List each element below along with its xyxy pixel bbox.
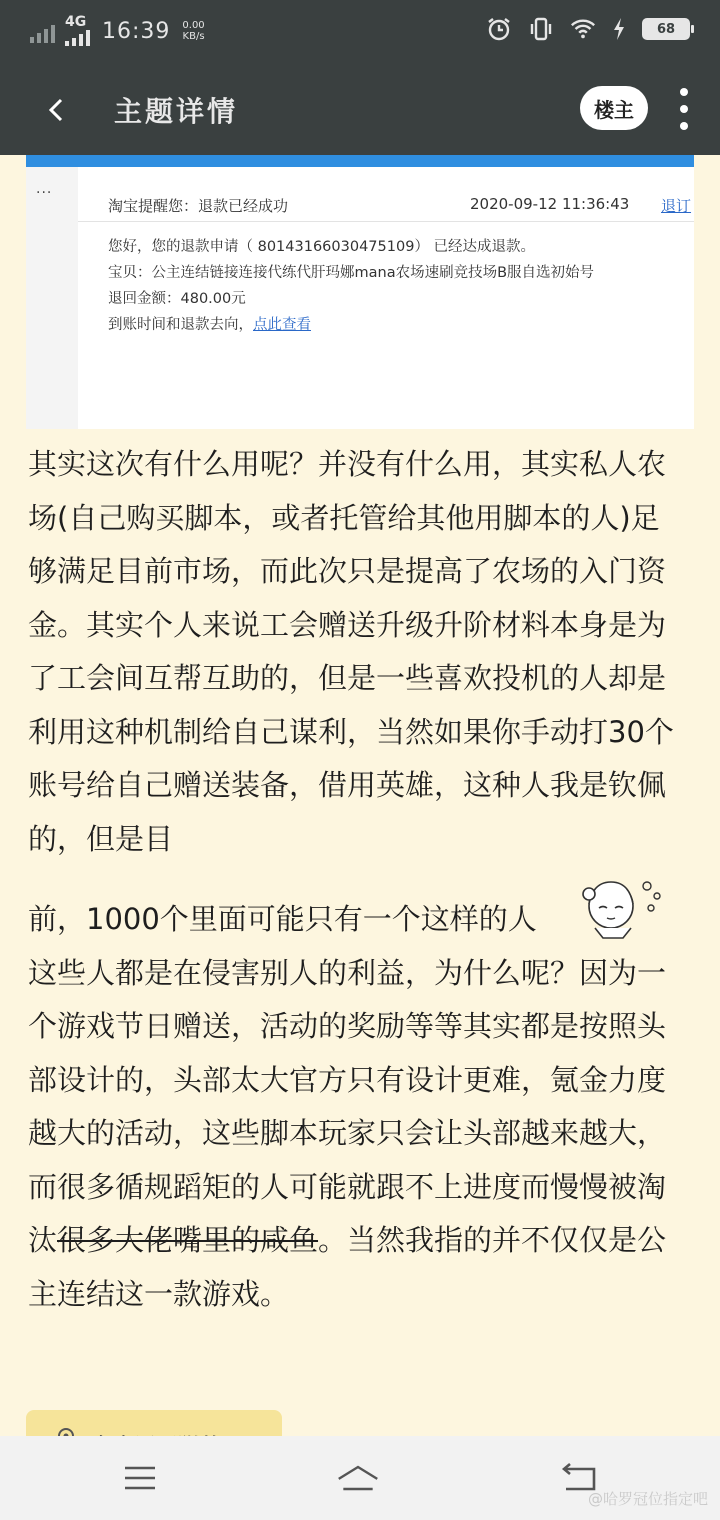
email-line-3: 退回金额：480.00元 <box>108 291 246 307</box>
email-divider <box>78 221 694 222</box>
alarm-icon <box>486 16 512 42</box>
arrow-left-icon[interactable] <box>36 90 76 130</box>
view-details-link: 点此查看 <box>253 317 311 333</box>
ellipsis-icon: ... <box>36 181 53 197</box>
post-paragraph: 前，1000个里面可能只有一个这样的人 <box>28 902 537 936</box>
status-time: 16:39 <box>102 18 171 44</box>
signal-icon <box>30 19 55 43</box>
network-speed: 0.00 KB/s <box>182 20 205 42</box>
embedded-email-screenshot <box>26 155 694 429</box>
wifi-icon <box>570 16 596 42</box>
post-paragraph: 这些人都是在侵害别人的利益，为什么呢？因为一个游戏节日赠送，活动的奖励等等其实都是按照头部设计的，头部太大官方只有设计更难，氪金力度越大的活动，这些脚本玩家只会让头部越来越大，而很多循规蹈矩的人可能就跟不上进度而慢慢被淘汰很多大佬嘴里的咸鱼。当然我指的并不仅仅是公主连结这一款游戏。 <box>28 955 667 1311</box>
email-line-4: 到账时间和退款去向，点此查看 <box>108 317 311 333</box>
email-line-2: 宝贝：公主连结链接连接代练代肝玛娜mana农场速刷竞技场B服自选初始号 <box>108 265 595 281</box>
email-top-bar <box>26 155 694 167</box>
menu-icon[interactable] <box>118 1460 162 1496</box>
system-nav-bar <box>0 1436 720 1520</box>
anime-girl-sticker-icon <box>575 874 667 946</box>
vibrate-icon <box>528 16 554 42</box>
more-vert-icon[interactable] <box>672 88 696 130</box>
post-paragraph: 其实这次有什么用呢？并没有什么用，其实私人农场(自己购买脚本，或者托管给其他用脚本的人)足够满足目前市场，而此次只是提高了农场的入门资金。其实个人来说工会赠送升级升阶材料本身是为了工会间互帮互助的，但是一些喜欢投机的人却是利用这种机制给自己谋利，当然如果你手动打30个账号给自己赠送装备，借用英雄，这种人我是钦佩的，但是目 <box>28 447 674 856</box>
strikethrough-text: 很多大佬嘴里的咸鱼 <box>57 1223 319 1257</box>
watermark: @哈罗冠位指定吧 <box>587 1490 708 1508</box>
app-header <box>0 64 720 155</box>
email-line-1: 您好，您的退款申请（ 80143166030475109） 已经达成退款。 <box>108 239 536 255</box>
email-date: 2020-09-12 11:36:43 <box>470 195 630 213</box>
network-type: 4G <box>65 14 87 30</box>
charging-icon <box>612 16 626 42</box>
page-title: 主题详情 <box>114 95 239 128</box>
status-bar <box>0 0 720 64</box>
home-icon[interactable] <box>336 1460 380 1496</box>
unsubscribe-link: 退订 <box>661 197 692 215</box>
top-bar <box>0 0 720 155</box>
email-subject: 淘宝提醒您：退款已经成功 <box>108 197 289 215</box>
owner-only-button[interactable]: 楼主 <box>580 86 648 130</box>
battery-indicator: 68 <box>642 18 690 40</box>
signal-strength-icon <box>65 30 90 46</box>
email-sidebar <box>26 167 78 429</box>
